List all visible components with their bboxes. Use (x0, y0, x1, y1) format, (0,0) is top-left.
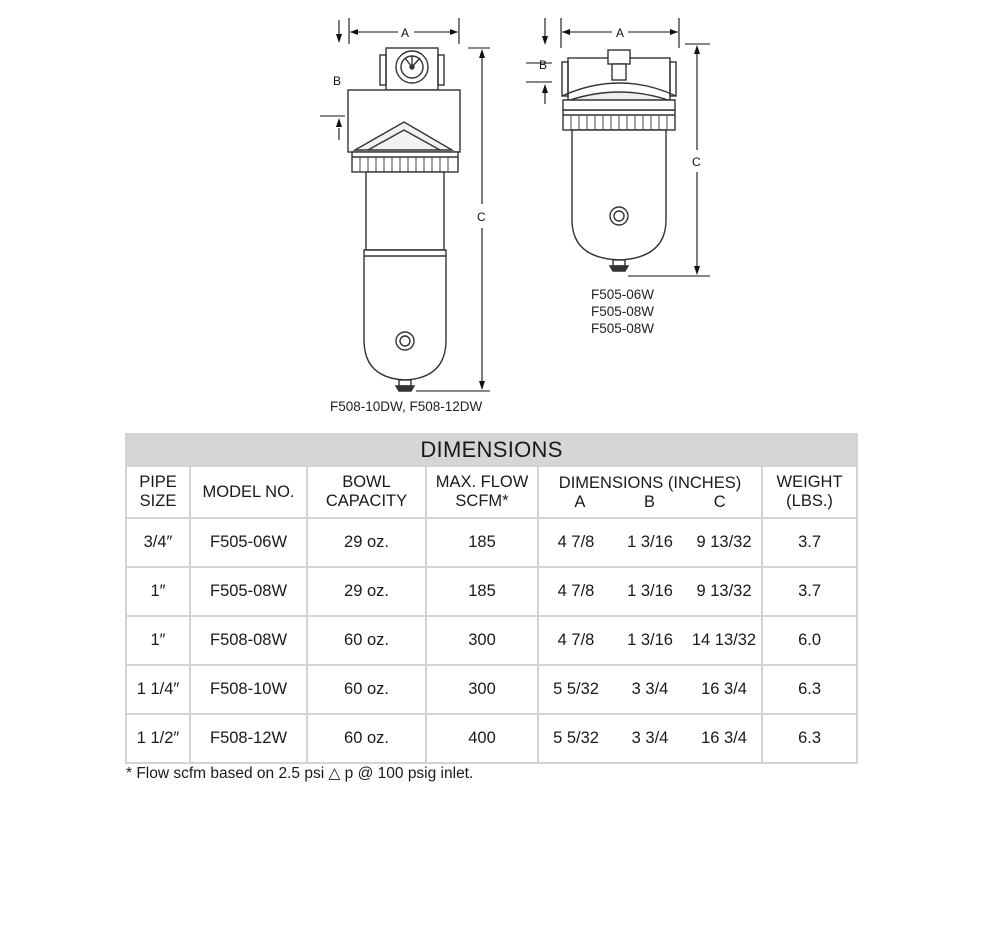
cell-weight: 6.0 (762, 616, 857, 665)
header-dimensions (538, 466, 762, 518)
cell-flow: 300 (426, 665, 538, 714)
cell-model: F508-10W (190, 665, 307, 714)
cell-weight: 3.7 (762, 518, 857, 567)
cell-dim-b: 3 3/4 (631, 680, 669, 698)
header-dimensions-title: DIMENSIONS (INCHES) (558, 474, 742, 492)
cell-weight: 3.7 (762, 567, 857, 616)
table-row (126, 567, 857, 616)
header-dim-a: A (574, 493, 586, 511)
table-title: DIMENSIONS (126, 434, 857, 466)
cell-model: F508-12W (190, 714, 307, 763)
cell-pipe-size: 1″ (126, 567, 190, 616)
cell-dim-c: 9 13/32 (696, 533, 752, 551)
filter-drawing-large (348, 48, 460, 391)
dim-b-label-small: B (539, 58, 548, 72)
header-model-no: MODEL NO. (190, 466, 307, 518)
cell-bowl: 29 oz. (307, 567, 426, 616)
cell-dims (538, 567, 762, 616)
cell-flow: 400 (426, 714, 538, 763)
caption-line: F505-06W (591, 287, 655, 302)
table-row (126, 616, 857, 665)
dim-c-label: C (477, 210, 486, 224)
cell-dims (538, 714, 762, 763)
dimensions-table (125, 433, 858, 764)
cell-dim-c: 9 13/32 (696, 582, 752, 600)
cell-dim-b: 1 3/16 (627, 533, 673, 551)
cell-bowl: 29 oz. (307, 518, 426, 567)
dim-a-label-small: A (616, 26, 625, 40)
cell-bowl: 60 oz. (307, 714, 426, 763)
header-max-flow: MAX. FLOW SCFM* (426, 466, 538, 518)
cell-dim-a: 5 5/32 (553, 729, 599, 747)
table-row (126, 714, 857, 763)
cell-weight: 6.3 (762, 665, 857, 714)
header-weight: WEIGHT (LBS.) (762, 466, 857, 518)
cell-pipe-size: 3/4″ (126, 518, 190, 567)
cell-weight: 6.3 (762, 714, 857, 763)
header-pipe-size: PIPE SIZE (126, 466, 190, 518)
dim-a-label: A (401, 26, 410, 40)
cell-dim-a: 4 7/8 (557, 631, 595, 649)
cell-dims (538, 665, 762, 714)
cell-dim-a: 4 7/8 (557, 533, 595, 551)
cell-flow: 185 (426, 567, 538, 616)
cell-model: F505-08W (190, 567, 307, 616)
cell-dim-c: 16 3/4 (701, 729, 747, 747)
dim-c-label-small: C (692, 155, 701, 169)
cell-dim-b: 1 3/16 (627, 631, 673, 649)
cell-dim-b: 1 3/16 (627, 582, 673, 600)
cell-flow: 185 (426, 518, 538, 567)
cell-dim-a: 5 5/32 (553, 680, 599, 698)
cell-model: F508-08W (190, 616, 307, 665)
cell-bowl: 60 oz. (307, 616, 426, 665)
header-bowl-capacity: BOWL CAPACITY (307, 466, 426, 518)
flow-footnote: * Flow scfm based on 2.5 psi △ p @ 100 psig inlet. (126, 765, 474, 782)
small-filter-caption (591, 286, 654, 337)
filter-drawing-small (562, 50, 676, 271)
table-row (126, 518, 857, 567)
table-row (126, 665, 857, 714)
cell-model: F505-06W (190, 518, 307, 567)
cell-pipe-size: 1 1/2″ (126, 714, 190, 763)
caption-line: F505-08W (591, 304, 655, 319)
cell-dim-c: 14 13/32 (691, 631, 757, 649)
cell-dims (538, 616, 762, 665)
caption-line: F505-08W (591, 321, 655, 336)
cell-pipe-size: 1″ (126, 616, 190, 665)
header-dim-b: B (644, 493, 656, 511)
filter-drawings (0, 0, 1000, 430)
dim-b-label: B (333, 74, 342, 88)
header-dim-c: C (713, 493, 726, 511)
cell-pipe-size: 1 1/4″ (126, 665, 190, 714)
cell-dim-b: 3 3/4 (631, 729, 669, 747)
cell-bowl: 60 oz. (307, 665, 426, 714)
cell-dim-a: 4 7/8 (557, 582, 595, 600)
cell-flow: 300 (426, 616, 538, 665)
large-filter-caption: F508-10DW, F508-12DW (330, 399, 483, 414)
cell-dims (538, 518, 762, 567)
cell-dim-c: 16 3/4 (701, 680, 747, 698)
